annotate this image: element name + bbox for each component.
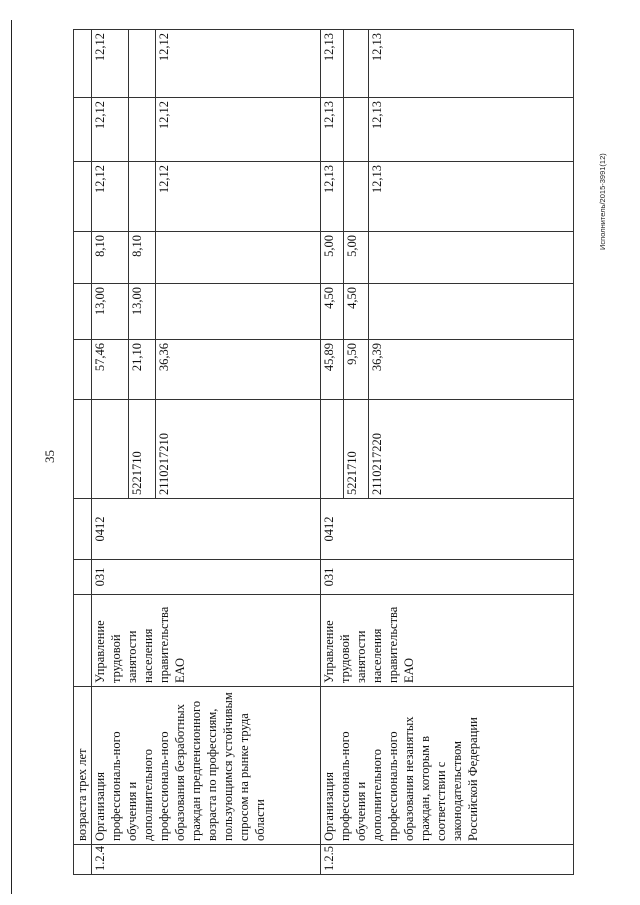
table-row-continuation — [74, 30, 92, 875]
executor: Управление трудовой занятости населения правительства ЕАО — [92, 595, 321, 687]
target-code: 5221710 — [129, 400, 156, 499]
value-year-4 — [344, 98, 369, 162]
value-year-2: 8,10 — [92, 232, 129, 284]
row-number: 1.2.4 — [92, 845, 321, 875]
value-year-1: 4,50 — [344, 284, 369, 340]
value-year-4: 12,12 — [92, 98, 129, 162]
grbs-code: 031 — [321, 560, 574, 595]
value-total: 45,89 — [321, 340, 344, 400]
value-year-4: 12,12 — [156, 98, 321, 162]
value-year-5 — [344, 30, 369, 98]
side-note: Исполнитель/2015-3991(12) — [598, 153, 607, 250]
executor: Управление трудовой занятости населения правительства ЕАО — [321, 595, 574, 687]
page-number: 35 — [42, 450, 57, 463]
value-year-5: 12,13 — [369, 30, 574, 98]
cell-empty — [74, 845, 92, 875]
section-code: 0412 — [92, 499, 321, 560]
section-code: 0412 — [321, 499, 574, 560]
value-year-2 — [369, 232, 574, 284]
target-code: 5221710 — [344, 400, 369, 499]
value-total: 21,10 — [129, 340, 156, 400]
value-year-1 — [156, 284, 321, 340]
budget-table — [73, 29, 574, 875]
value-year-3 — [344, 162, 369, 232]
target-code: 2110217210 — [156, 400, 321, 499]
value-year-1 — [369, 284, 574, 340]
value-year-3: 12,13 — [369, 162, 574, 232]
value-year-2 — [156, 232, 321, 284]
value-year-5: 12,12 — [156, 30, 321, 98]
value-year-1: 13,00 — [129, 284, 156, 340]
target-code — [92, 400, 129, 499]
value-year-3: 12,13 — [321, 162, 344, 232]
value-total: 36,36 — [156, 340, 321, 400]
value-year-2: 8,10 — [129, 232, 156, 284]
value-year-4 — [129, 98, 156, 162]
row-number: 1.2.5 — [321, 845, 574, 875]
grbs-code: 031 — [92, 560, 321, 595]
value-year-3 — [129, 162, 156, 232]
target-code: 2110217220 — [369, 400, 574, 499]
value-total: 36,39 — [369, 340, 574, 400]
value-year-2: 5,00 — [344, 232, 369, 284]
value-year-5 — [129, 30, 156, 98]
activity-name: Организация профессиональ-ного обучения и дополнительного профессиональ-ного образования незанятых граждан, которым в соответствии с законодательством Российской Федерации — [321, 687, 574, 845]
value-year-3: 12,12 — [92, 162, 129, 232]
value-year-2: 5,00 — [321, 232, 344, 284]
value-year-3: 12,12 — [156, 162, 321, 232]
value-year-5: 12,13 — [321, 30, 344, 98]
continuation-text: возраста трех лет — [74, 687, 92, 845]
target-code — [321, 400, 344, 499]
value-year-5: 12,12 — [92, 30, 129, 98]
activity-name: Организация профессиональ-ного обучения и дополнительного профессиональ-ного образования безработных граждан предпенсионного возраста по профессиям, пользующимся устойчивым спросом на рынке труда области — [92, 687, 321, 845]
value-total: 9,50 — [344, 340, 369, 400]
table-row — [92, 30, 129, 875]
value-year-1: 13,00 — [92, 284, 129, 340]
value-year-1: 4,50 — [321, 284, 344, 340]
value-year-4: 12,13 — [369, 98, 574, 162]
table-row — [321, 30, 344, 875]
value-total: 57,46 — [92, 340, 129, 400]
value-year-4: 12,13 — [321, 98, 344, 162]
